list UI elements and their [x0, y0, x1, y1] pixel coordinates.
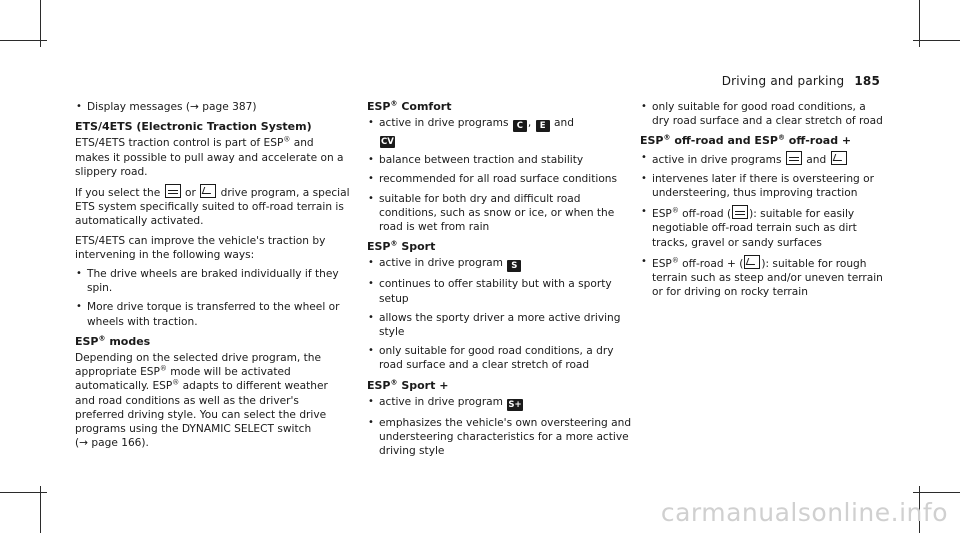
- column-right: [640, 100, 885, 304]
- esp-modes-paragraph: Depending on the selected drive program, the appropriate ESP® mode will be activated automatically. ESP® adapts to different weather and road conditions as well as the driver's preferred driving style. You can select the drive programs using the DYNAMIC SELECT switch (→ page 166).: [75, 352, 328, 450]
- esp-modes-heading: ESP® modes: [75, 334, 151, 348]
- list-item: • More drive torque is transferred to the wheel or wheels with traction.: [75, 300, 350, 328]
- road-program-icon: [165, 184, 181, 198]
- list-item: • continues to offer stability but with a sporty setup: [367, 277, 632, 305]
- list-item: • active in drive programs and: [640, 151, 885, 167]
- eco-key-icon: E: [536, 120, 550, 132]
- column-left: [75, 100, 350, 450]
- crop-mark: [0, 492, 47, 493]
- offroad-program-icon: [200, 184, 216, 198]
- crop-mark: [913, 492, 960, 493]
- column-middle: [367, 100, 632, 463]
- page-reference[interactable]: (→ page 166).: [75, 437, 149, 450]
- ets-paragraph: ETS/4ETS traction control is part of ESP® and makes it possible to pull away and accelerate on a slippery road.: [75, 135, 344, 178]
- crop-mark: [913, 40, 960, 41]
- ets-paragraph: ETS/4ETS can improve the vehicle's traction by intervening in the following ways:: [75, 234, 326, 261]
- ets-heading: ETS/4ETS (Electronic Traction System): [75, 120, 312, 134]
- crop-mark: [0, 40, 47, 41]
- ets-paragraph: If you select the or drive program, a special ETS system specifically suited to off-road terrain is automatically activated.: [75, 184, 350, 229]
- list-item: • recommended for all road surface conditions: [367, 172, 632, 186]
- list-item: • active in drive programs C , E and CV: [367, 116, 632, 148]
- esp-comfort-heading: ESP® Comfort: [367, 99, 452, 113]
- sport-plus-key-icon: S+: [508, 399, 522, 410]
- road-program-icon: [786, 151, 802, 165]
- crop-mark: [40, 486, 41, 533]
- list-item: • only suitable for good road conditions, a dry road surface and a clear stretch of road: [367, 344, 632, 372]
- road-program-icon: [732, 205, 748, 219]
- section-title: Driving and parking: [721, 74, 845, 88]
- list-item: • ESP® off-road ( ): suitable for easily negotiable off-road terrain such as dirt tracks, gravel or sandy surfaces: [640, 205, 885, 250]
- list-item: • Display messages (→ page 387): [75, 100, 350, 114]
- list-item: • intervenes later if there is oversteering or understeering, thus improving traction: [640, 172, 885, 200]
- offroad-program-icon: [744, 255, 760, 269]
- list-item: • active in drive program S: [367, 256, 632, 272]
- esp-sport-heading: ESP® Sport: [367, 239, 436, 254]
- list-item: • only suitable for good road conditions, a dry road surface and a clear stretch of road: [640, 100, 885, 128]
- offroad-program-icon: [831, 151, 847, 165]
- page-header: [722, 74, 880, 88]
- list-item: • emphasizes the vehicle's own oversteering and understeering characteristics for a more active driving style: [367, 416, 632, 459]
- list-item: • allows the sporty driver a more active driving style: [367, 311, 632, 339]
- individual-key-icon: CV: [381, 137, 394, 148]
- watermark: carmanualsonline.info: [660, 498, 948, 527]
- comfort-key-icon: C: [513, 120, 527, 132]
- list-item: • active in drive program S+: [367, 395, 632, 411]
- list-item: • suitable for both dry and difficult road conditions, such as snow or ice, or when the road is wet from rain: [367, 192, 632, 235]
- list-item: • The drive wheels are braked individually if they spin.: [75, 267, 350, 295]
- sport-key-icon: S: [507, 260, 521, 272]
- page-number: 185: [854, 74, 880, 88]
- esp-sport-plus-heading: ESP® Sport +: [367, 377, 449, 392]
- list-item: • ESP® off-road + ( ): suitable for rough terrain such as steep and/or uneven terrain or for driving on rocky terrain: [640, 255, 885, 300]
- esp-offroad-heading: ESP® off-road and ESP® off-road +: [640, 133, 852, 148]
- list-item: • balance between traction and stability: [367, 153, 632, 167]
